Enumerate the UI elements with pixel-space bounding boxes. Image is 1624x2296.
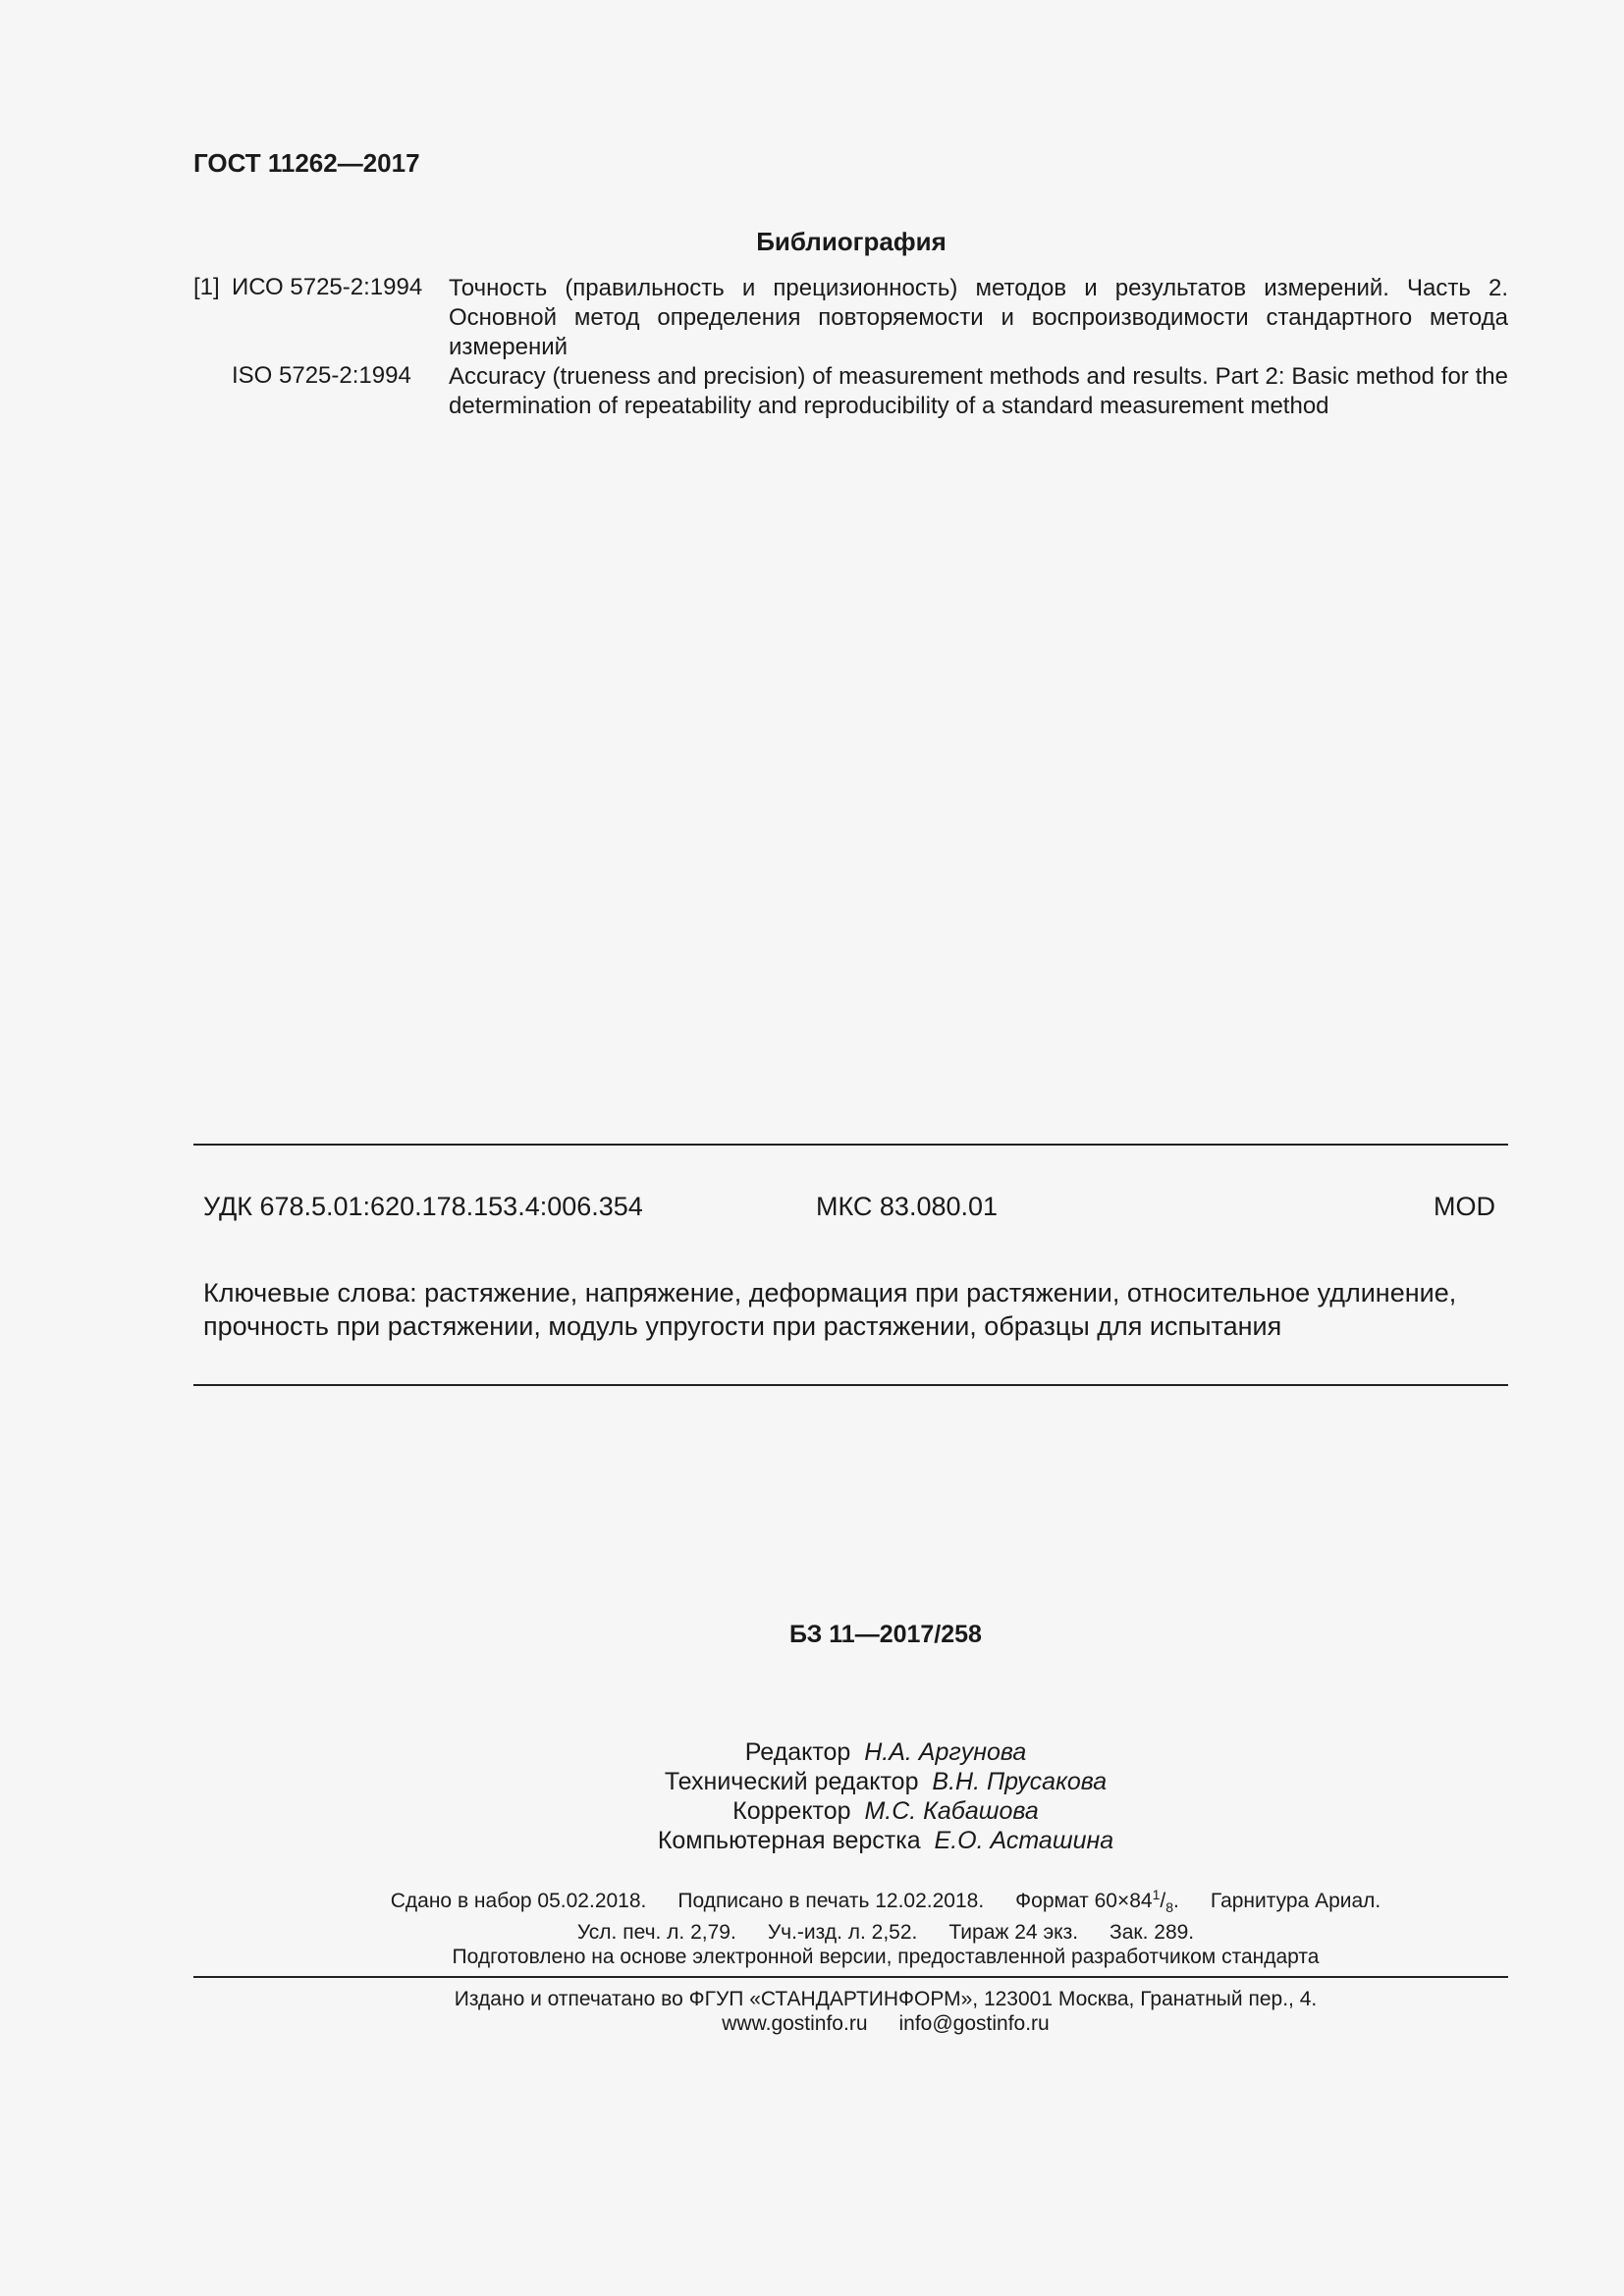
- bib-entry-number: [1]: [193, 274, 220, 300]
- typeface: Гарнитура Ариал.: [1210, 1890, 1381, 1912]
- paper-format: Формат $60\times 84^1/_8$.: [1015, 1887, 1179, 1916]
- print-details-line-2: [0, 1920, 1624, 1945]
- credit-line-tech-editor: [0, 1767, 1624, 1796]
- print-sheets: Усл. печ. л. 2,79.: [576, 1921, 736, 1945]
- bib-entry-text-ru: Точность (правильность и прецизионность) методов и результатов измерений. Часть 2. Основной метод определения повторяемости и воспроизводимости стандартного метода измерений: [449, 275, 1508, 360]
- prepared-note: Подготовлено на основе электронной версии, предоставленной разработчиком стандарта: [452, 1946, 1320, 1969]
- credit-line-corrector: [0, 1796, 1624, 1826]
- contacts-line: [0, 2011, 1624, 2036]
- credit-role: Компьютерная верстка: [657, 1827, 921, 1854]
- divider-top: [193, 1144, 1508, 1146]
- udk-code: УДК 678.5.01:620.178.153.4:006.354: [203, 1192, 643, 1221]
- bib-entry-text-en: Accuracy (trueness and precision) of measurement methods and results. Part 2: Basic method for the determination of repeatability and reproducibility of a standard measurement method: [449, 363, 1508, 419]
- credit-role: Технический редактор: [664, 1768, 919, 1795]
- credit-name: М.С. Кабашова: [864, 1797, 1039, 1825]
- website-link[interactable]: www.gostinfo.ru: [722, 2012, 868, 2035]
- mod-marker: MOD: [1434, 1192, 1495, 1221]
- publisher-address: Издано и отпечатано во ФГУП «СТАНДАРТИНФОРМ», 123001 Москва, Гранатный пер., 4.: [454, 1988, 1318, 2010]
- pub-sheets: Уч.-изд. л. 2,52.: [767, 1921, 918, 1945]
- divider-bottom: [193, 1976, 1508, 1978]
- credit-name: В.Н. Прусакова: [932, 1768, 1108, 1795]
- credit-line-layout: [0, 1826, 1624, 1855]
- publisher-block: [0, 1987, 1624, 2036]
- bz-number: БЗ 11—2017/258: [789, 1621, 982, 1648]
- print-details-line-1: [0, 1883, 1624, 1920]
- bibliography-title: Библиография: [756, 227, 947, 256]
- mks-code: МКС 83.080.01: [816, 1192, 999, 1221]
- credit-line-editor: [0, 1737, 1624, 1767]
- signed-date: Подписано в печать 12.02.2018.: [677, 1890, 985, 1912]
- divider-middle: [193, 1384, 1508, 1386]
- document-code: ГОСТ 11262—2017: [193, 148, 420, 178]
- circulation: Тираж 24 экз.: [948, 1921, 1079, 1945]
- credits-block: [0, 1737, 1624, 1855]
- submitted-date: Сдано в набор 05.02.2018.: [390, 1890, 647, 1912]
- credit-role: Редактор: [744, 1738, 851, 1766]
- credit-name: Н.А. Аргунова: [864, 1738, 1027, 1766]
- keywords: Ключевые слова: растяжение, напряжение, деформация при растяжении, относительное удлинение, прочность при растяжении, модуль упругости при растяжении, образцы для испытания: [203, 1278, 1457, 1341]
- print-details: [0, 1883, 1624, 1969]
- bib-entry-ref-ru: ИСО 5725-2:1994: [232, 274, 423, 300]
- credit-role: Корректор: [732, 1797, 851, 1825]
- email-link[interactable]: info@gostinfo.ru: [898, 2012, 1050, 2035]
- order-number: Зак. 289.: [1110, 1921, 1195, 1945]
- credit-name: Е.О. Асташина: [934, 1827, 1114, 1854]
- bib-entry-ref-en: ISO 5725-2:1994: [232, 362, 411, 389]
